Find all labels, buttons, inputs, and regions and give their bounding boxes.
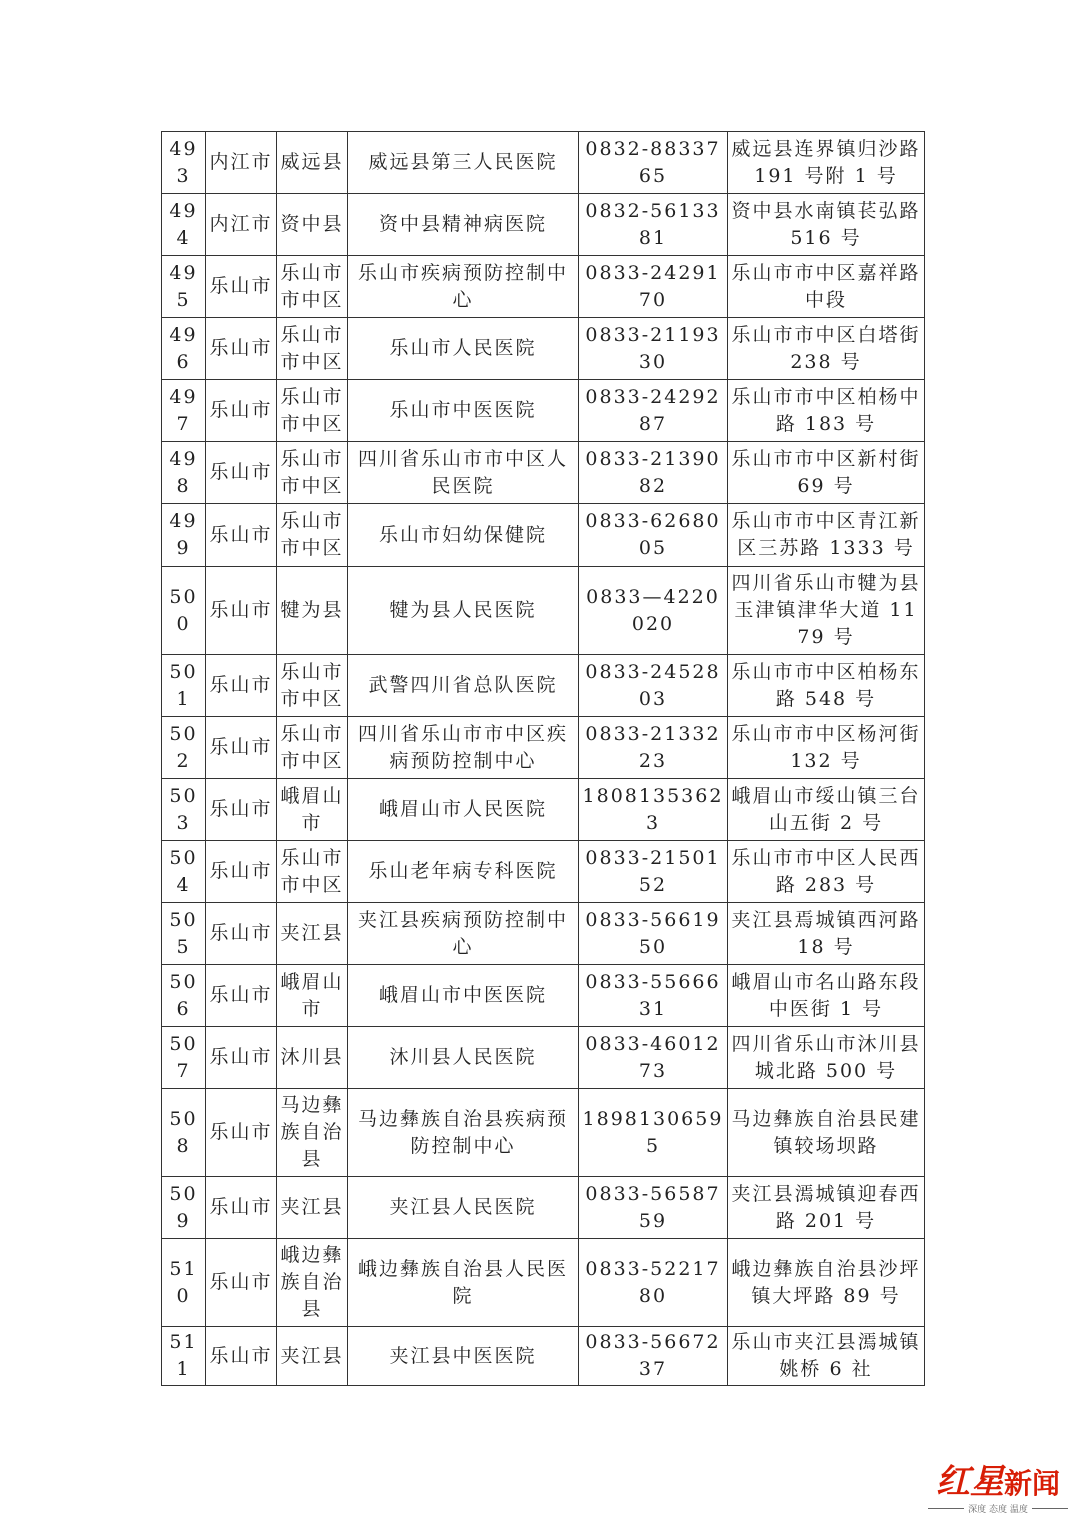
city-cell: 内江市 xyxy=(206,132,277,194)
row-number: 494 xyxy=(162,194,206,256)
hospital-name-cell: 夹江县中医医院 xyxy=(348,1327,579,1386)
table-row xyxy=(162,567,925,655)
city-cell: 乐山市 xyxy=(206,442,277,504)
table-row xyxy=(162,194,925,256)
hospital-name-cell: 峨眉山市中医医院 xyxy=(348,965,579,1027)
address-cell: 乐山市市中区青江新区三苏路 1333 号 xyxy=(728,504,925,567)
county-cell: 乐山市市中区 xyxy=(277,504,348,567)
hospital-name-cell: 马边彝族自治县疾病预防控制中心 xyxy=(348,1089,579,1177)
row-number: 497 xyxy=(162,380,206,442)
phone-cell: 0832-8833765 xyxy=(579,132,728,194)
phone-cell: 0833-6268005 xyxy=(579,504,728,567)
city-cell: 乐山市 xyxy=(206,567,277,655)
brand-slogan: 深度 态度 温度 xyxy=(968,1505,1028,1515)
phone-cell: 0833-5667237 xyxy=(579,1327,728,1386)
phone-cell: 0833-2429170 xyxy=(579,256,728,318)
hospital-name-cell: 乐山市妇幼保健院 xyxy=(348,504,579,567)
address-cell: 乐山市市中区白塔街 238 号 xyxy=(728,318,925,380)
county-cell: 峨边彝族自治县 xyxy=(277,1239,348,1327)
phone-cell: 0833-2139082 xyxy=(579,442,728,504)
hospital-name-cell: 四川省乐山市市中区疾病预防控制中心 xyxy=(348,717,579,779)
city-cell: 乐山市 xyxy=(206,779,277,841)
row-number: 499 xyxy=(162,504,206,567)
hospital-name-cell: 乐山市人民医院 xyxy=(348,318,579,380)
county-cell: 夹江县 xyxy=(277,1177,348,1239)
city-cell: 乐山市 xyxy=(206,841,277,903)
city-cell: 乐山市 xyxy=(206,1239,277,1327)
table-row xyxy=(162,1239,925,1327)
row-number: 506 xyxy=(162,965,206,1027)
address-cell: 峨边彝族自治县沙坪镇大坪路 89 号 xyxy=(728,1239,925,1327)
hospital-name-cell: 乐山老年病专科医院 xyxy=(348,841,579,903)
brand-name-part-a: 红星 xyxy=(935,1462,1004,1502)
phone-cell: 0833-5658759 xyxy=(579,1177,728,1239)
phone-cell: 18081353623 xyxy=(579,779,728,841)
watermark-logo xyxy=(928,1464,1068,1515)
phone-cell: 0833-5566631 xyxy=(579,965,728,1027)
hospital-name-cell: 威远县第三人民医院 xyxy=(348,132,579,194)
row-number: 495 xyxy=(162,256,206,318)
hospital-name-cell: 犍为县人民医院 xyxy=(348,567,579,655)
hospital-name-cell: 峨眉山市人民医院 xyxy=(348,779,579,841)
row-number: 502 xyxy=(162,717,206,779)
row-number: 507 xyxy=(162,1027,206,1089)
table-row xyxy=(162,318,925,380)
address-cell: 乐山市市中区杨河街 132 号 xyxy=(728,717,925,779)
address-cell: 威远县连界镇归沙路 191 号附 1 号 xyxy=(728,132,925,194)
hospital-name-cell: 乐山市疾病预防控制中心 xyxy=(348,256,579,318)
row-number: 501 xyxy=(162,655,206,717)
county-cell: 沐川县 xyxy=(277,1027,348,1089)
table-row xyxy=(162,903,925,965)
county-cell: 乐山市市中区 xyxy=(277,442,348,504)
address-cell: 乐山市市中区嘉祥路中段 xyxy=(728,256,925,318)
table-row xyxy=(162,1327,925,1386)
phone-cell: 18981306595 xyxy=(579,1089,728,1177)
hospital-name-cell: 沐川县人民医院 xyxy=(348,1027,579,1089)
city-cell: 乐山市 xyxy=(206,256,277,318)
row-number: 510 xyxy=(162,1239,206,1327)
row-number: 504 xyxy=(162,841,206,903)
address-cell: 四川省乐山市沐川县城北路 500 号 xyxy=(728,1027,925,1089)
hospital-name-cell: 武警四川省总队医院 xyxy=(348,655,579,717)
phone-cell: 0833-2150152 xyxy=(579,841,728,903)
address-cell: 夹江县焉城镇西河路 18 号 xyxy=(728,903,925,965)
table-row xyxy=(162,965,925,1027)
address-cell: 乐山市市中区人民西路 283 号 xyxy=(728,841,925,903)
table-row xyxy=(162,655,925,717)
address-cell: 夹江县漹城镇迎春西路 201 号 xyxy=(728,1177,925,1239)
brand-name-part-b: 新闻 xyxy=(1003,1467,1060,1500)
table-row xyxy=(162,1027,925,1089)
table-row xyxy=(162,256,925,318)
county-cell: 夹江县 xyxy=(277,1327,348,1386)
phone-cell: 0833-2133223 xyxy=(579,717,728,779)
brand-logo xyxy=(928,1464,1068,1502)
hospital-name-cell: 夹江县疾病预防控制中心 xyxy=(348,903,579,965)
phone-cell: 0833-2119330 xyxy=(579,318,728,380)
hospital-table xyxy=(161,131,925,1386)
county-cell: 乐山市市中区 xyxy=(277,318,348,380)
county-cell: 夹江县 xyxy=(277,903,348,965)
table-row xyxy=(162,442,925,504)
table-row xyxy=(162,1177,925,1239)
table-row xyxy=(162,132,925,194)
city-cell: 乐山市 xyxy=(206,504,277,567)
address-cell: 峨眉山市绥山镇三台山五街 2 号 xyxy=(728,779,925,841)
city-cell: 乐山市 xyxy=(206,1327,277,1386)
address-cell: 峨眉山市名山路东段中医街 1 号 xyxy=(728,965,925,1027)
row-number: 509 xyxy=(162,1177,206,1239)
city-cell: 乐山市 xyxy=(206,318,277,380)
county-cell: 乐山市市中区 xyxy=(277,717,348,779)
row-number: 496 xyxy=(162,318,206,380)
hospital-name-cell: 乐山市中医医院 xyxy=(348,380,579,442)
county-cell: 峨眉山市 xyxy=(277,779,348,841)
address-cell: 马边彝族自治县民建镇较场坝路 xyxy=(728,1089,925,1177)
city-cell: 乐山市 xyxy=(206,965,277,1027)
city-cell: 乐山市 xyxy=(206,1027,277,1089)
address-cell: 资中县水南镇苌弘路 516 号 xyxy=(728,194,925,256)
table-row xyxy=(162,504,925,567)
county-cell: 乐山市市中区 xyxy=(277,841,348,903)
phone-cell: 0833-4601273 xyxy=(579,1027,728,1089)
row-number: 511 xyxy=(162,1327,206,1386)
county-cell: 犍为县 xyxy=(277,567,348,655)
table-row xyxy=(162,779,925,841)
phone-cell: 0833—4220020 xyxy=(579,567,728,655)
city-cell: 乐山市 xyxy=(206,380,277,442)
city-cell: 内江市 xyxy=(206,194,277,256)
city-cell: 乐山市 xyxy=(206,903,277,965)
hospital-name-cell: 夹江县人民医院 xyxy=(348,1177,579,1239)
row-number: 505 xyxy=(162,903,206,965)
row-number: 493 xyxy=(162,132,206,194)
county-cell: 乐山市市中区 xyxy=(277,655,348,717)
hospital-name-cell: 四川省乐山市市中区人民医院 xyxy=(348,442,579,504)
phone-cell: 0833-5221780 xyxy=(579,1239,728,1327)
hospital-name-cell: 峨边彝族自治县人民医院 xyxy=(348,1239,579,1327)
county-cell: 威远县 xyxy=(277,132,348,194)
phone-cell: 0833-2452803 xyxy=(579,655,728,717)
address-cell: 乐山市市中区柏杨中路 183 号 xyxy=(728,380,925,442)
divider xyxy=(1032,1508,1068,1509)
county-cell: 资中县 xyxy=(277,194,348,256)
row-number: 508 xyxy=(162,1089,206,1177)
county-cell: 乐山市市中区 xyxy=(277,256,348,318)
row-number: 503 xyxy=(162,779,206,841)
city-cell: 乐山市 xyxy=(206,1089,277,1177)
address-cell: 乐山市市中区新村街 69 号 xyxy=(728,442,925,504)
address-cell: 乐山市夹江县漹城镇姚桥 6 社 xyxy=(728,1327,925,1386)
table-row xyxy=(162,841,925,903)
phone-cell: 0833-5661950 xyxy=(579,903,728,965)
county-cell: 乐山市市中区 xyxy=(277,380,348,442)
table-row xyxy=(162,1089,925,1177)
phone-cell: 0833-2429287 xyxy=(579,380,728,442)
city-cell: 乐山市 xyxy=(206,655,277,717)
address-cell: 乐山市市中区柏杨东路 548 号 xyxy=(728,655,925,717)
row-number: 500 xyxy=(162,567,206,655)
city-cell: 乐山市 xyxy=(206,1177,277,1239)
phone-cell: 0832-5613381 xyxy=(579,194,728,256)
row-number: 498 xyxy=(162,442,206,504)
county-cell: 马边彝族自治县 xyxy=(277,1089,348,1177)
county-cell: 峨眉山市 xyxy=(277,965,348,1027)
address-cell: 四川省乐山市犍为县玉津镇津华大道 1179 号 xyxy=(728,567,925,655)
table-row xyxy=(162,380,925,442)
hospital-name-cell: 资中县精神病医院 xyxy=(348,194,579,256)
city-cell: 乐山市 xyxy=(206,717,277,779)
divider xyxy=(928,1508,964,1509)
table-body xyxy=(162,132,925,1386)
brand-slogan-row xyxy=(928,1502,1068,1515)
table-row xyxy=(162,717,925,779)
